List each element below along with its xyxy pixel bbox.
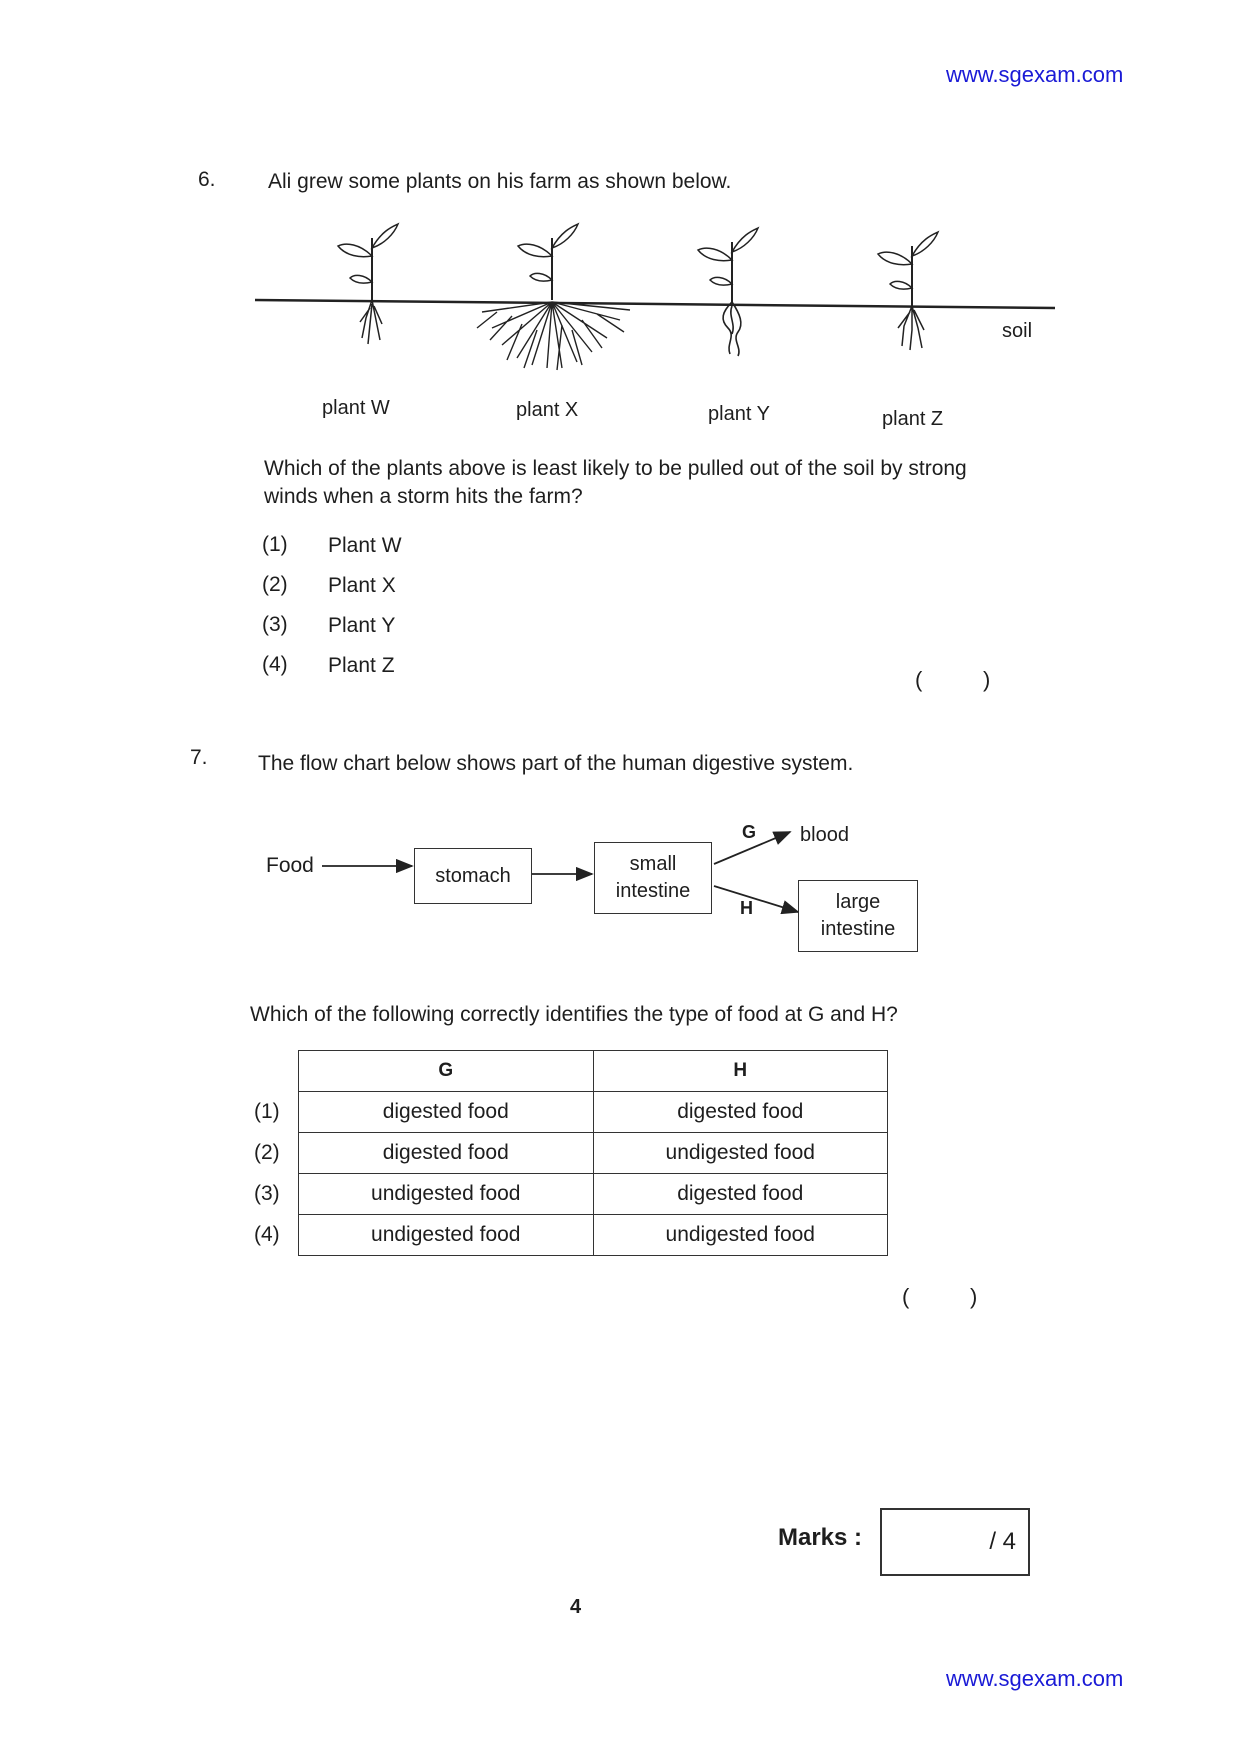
plant-x-label: plant X: [516, 399, 579, 421]
q7-answer-close[interactable]: ): [970, 1284, 978, 1309]
flow-large-line2: intestine: [820, 918, 896, 940]
q6-option-3-text: Plant Y: [328, 614, 396, 637]
flow-stomach-label: stomach: [435, 864, 511, 887]
table-cell-g: undigested food: [299, 1215, 594, 1256]
table-row: [299, 1215, 888, 1256]
table-header-h: H: [593, 1051, 888, 1092]
plants-figure: [250, 220, 1070, 400]
q7-answer-open[interactable]: (: [902, 1284, 910, 1309]
q6-option-4-text: Plant Z: [328, 654, 395, 677]
flow-small-intestine-box: [594, 842, 712, 914]
marks-box[interactable]: [880, 1508, 1030, 1576]
q6-option-1-text: Plant W: [328, 534, 402, 557]
plant-x-drawing: [477, 224, 630, 370]
table-row: [299, 1133, 888, 1174]
plant-z-drawing: [878, 232, 938, 350]
table-cell-h: undigested food: [593, 1133, 888, 1174]
table-cell-h: undigested food: [593, 1215, 888, 1256]
soil-label: soil: [1002, 320, 1033, 342]
flow-h-label: H: [740, 898, 753, 918]
plant-y-label: plant Y: [708, 403, 770, 425]
q7-row-1-num: (1): [254, 1100, 280, 1123]
marks-total: / 4: [989, 1528, 1016, 1555]
arrow-small-large: [714, 886, 798, 912]
q6-option-4-num: (4): [262, 653, 288, 676]
flow-large-line1: large: [835, 891, 881, 913]
q7-row-4-num: (4): [254, 1223, 280, 1246]
footer-site-link[interactable]: www.sgexam.com: [946, 1666, 1124, 1691]
q6-question-line1: Which of the plants above is least likely to be pulled out of the soil by strong: [264, 457, 967, 480]
q6-option-3-num: (3): [262, 613, 288, 636]
table-cell-g: digested food: [299, 1133, 594, 1174]
table-header-row: [299, 1051, 888, 1092]
table-cell-g: undigested food: [299, 1174, 594, 1215]
q6-option-2-text: Plant X: [328, 574, 396, 597]
table-cell-h: digested food: [593, 1174, 888, 1215]
q6-number: 6.: [198, 168, 216, 191]
plant-y-drawing: [698, 228, 758, 356]
table-header-g: G: [299, 1051, 594, 1092]
flow-blood-label: blood: [800, 824, 849, 846]
flow-food-label: Food: [266, 854, 314, 877]
page-number: 4: [570, 1596, 582, 1618]
table-row: [299, 1174, 888, 1215]
header-site-link[interactable]: www.sgexam.com: [946, 62, 1124, 87]
q6-answer-close[interactable]: ): [983, 667, 991, 692]
flow-large-intestine-box: [798, 880, 918, 952]
q7-question: Which of the following correctly identifies the type of food at G and H?: [250, 1003, 898, 1026]
plant-z-label: plant Z: [882, 408, 944, 430]
q7-options-table: [298, 1050, 888, 1256]
q6-option-1-num: (1): [262, 533, 288, 556]
table-row: [299, 1092, 888, 1133]
q6-question-line2: winds when a storm hits the farm?: [264, 485, 583, 508]
q7-row-2-num: (2): [254, 1141, 280, 1164]
q7-intro: The flow chart below shows part of the human digestive system.: [258, 752, 854, 775]
q6-intro: Ali grew some plants on his farm as shown below.: [268, 170, 732, 193]
marks-label: Marks :: [778, 1524, 863, 1551]
q6-answer-open[interactable]: (: [915, 667, 923, 692]
flow-small-line1: small: [629, 853, 677, 875]
q7-row-3-num: (3): [254, 1182, 280, 1205]
table-cell-g: digested food: [299, 1092, 594, 1133]
flow-stomach-box: [414, 848, 532, 904]
q7-number: 7.: [190, 746, 208, 769]
flow-small-line2: intestine: [615, 880, 691, 902]
flow-g-label: G: [742, 822, 757, 842]
q6-option-2-num: (2): [262, 573, 288, 596]
plant-w-drawing: [338, 224, 398, 344]
table-cell-h: digested food: [593, 1092, 888, 1133]
plant-w-label: plant W: [322, 397, 390, 419]
